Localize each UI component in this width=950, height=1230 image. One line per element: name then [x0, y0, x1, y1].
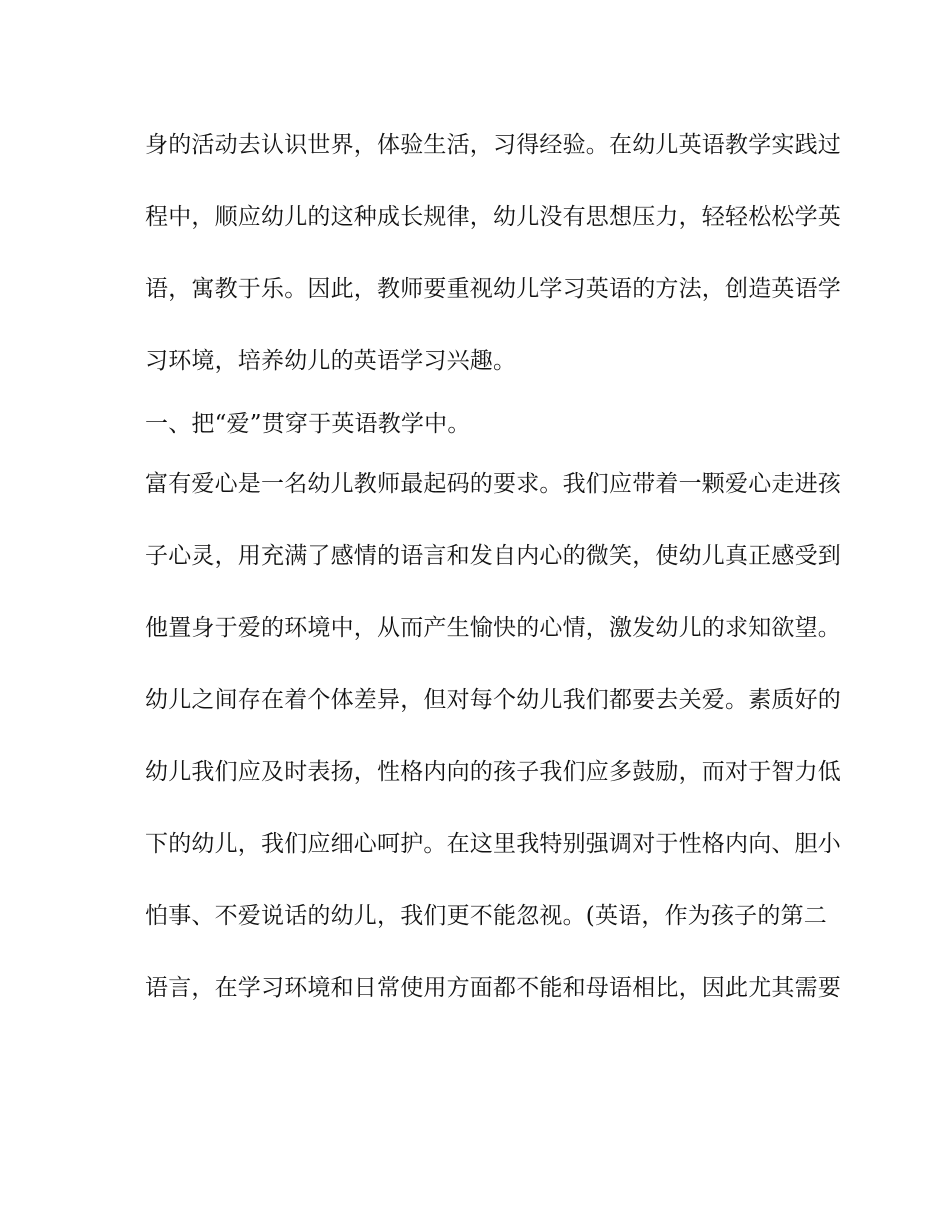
body-text-line: 语，寓教于乐。因此，教师要重视幼儿学习英语的方法，创造英语学	[145, 276, 841, 302]
body-text-line: 语言，在学习环境和日常使用方面都不能和母语相比，因此尤其需要	[145, 975, 841, 1001]
body-text-line: 他置身于爱的环境中，从而产生愉快的心情，激发幼儿的求知欲望。	[145, 615, 841, 641]
section-heading: 一、把“爱”贯穿于英语教学中。	[145, 411, 471, 437]
body-text-line: 富有爱心是一名幼儿教师最起码的要求。我们应带着一颗爱心走进孩	[145, 471, 841, 497]
body-text-line: 子心灵，用充满了感情的语言和发自内心的微笑，使幼儿真正感受到	[145, 543, 841, 569]
body-text-line: 幼儿之间存在着个体差异，但对每个幼儿我们都要去关爱。素质好的	[145, 687, 841, 713]
body-text-line: 怕事、不爱说话的幼儿，我们更不能忽视。(英语，作为孩子的第二	[145, 903, 827, 929]
body-text-line: 幼儿我们应及时表扬，性格内向的孩子我们应多鼓励，而对于智力低	[145, 759, 841, 785]
body-text-line: 程中，顺应幼儿的这种成长规律，幼儿没有思想压力，轻轻松松学英	[145, 204, 841, 230]
body-text-line: 下的幼儿，我们应细心呵护。在这里我特别强调对于性格内向、胆小	[145, 831, 841, 857]
body-text-line: 身的活动去认识世界，体验生活，习得经验。在幼儿英语教学实践过	[145, 132, 841, 158]
body-text-line: 习环境，培养幼儿的英语学习兴趣。	[145, 348, 517, 374]
